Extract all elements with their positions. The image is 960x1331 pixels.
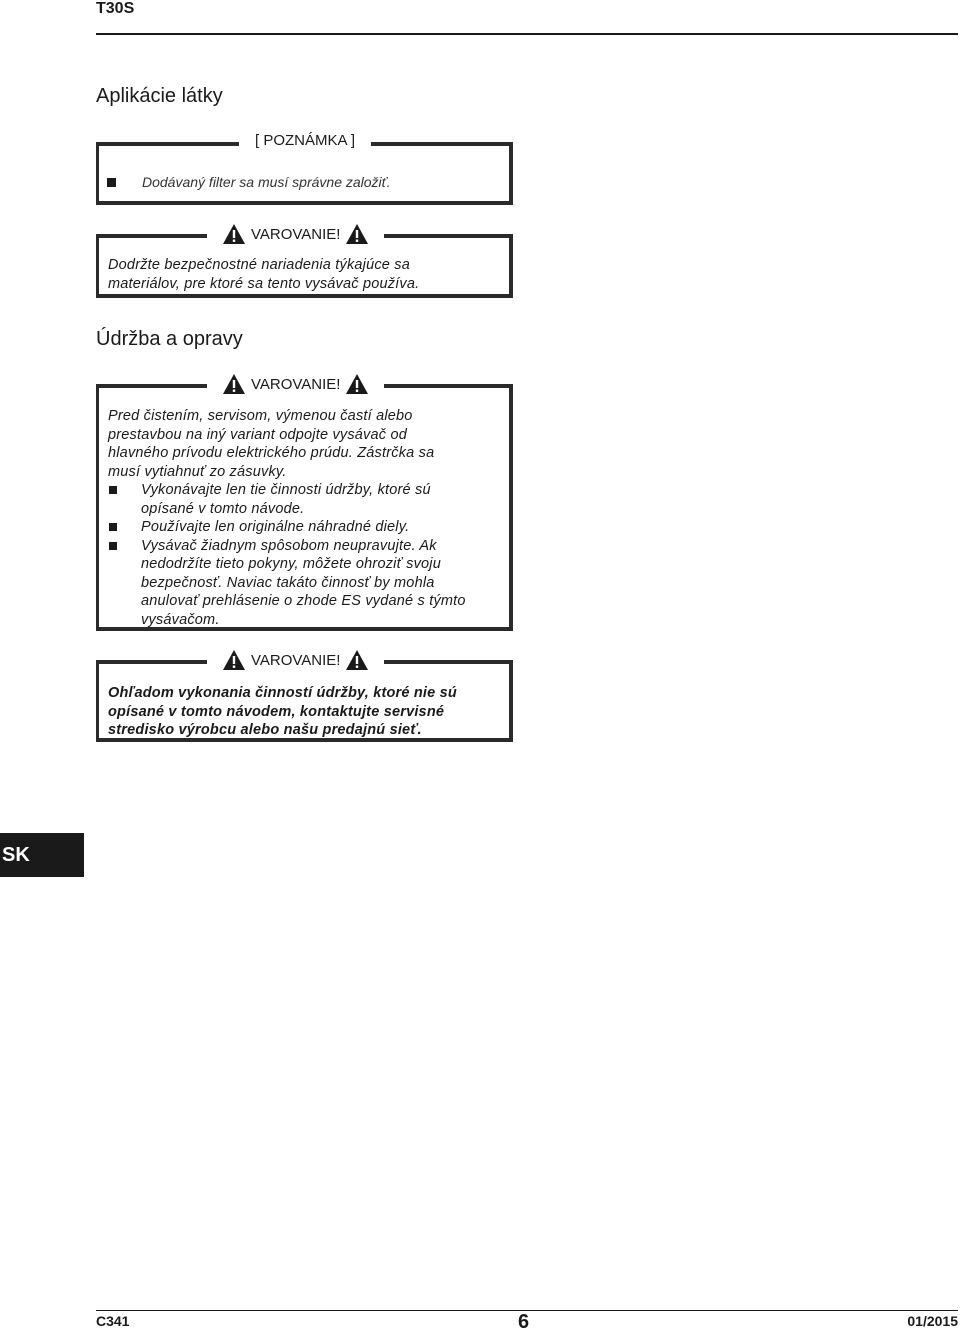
bullet-square-icon: [109, 542, 117, 550]
list-item: [108, 537, 508, 630]
warning-line: vysávačom.: [141, 611, 220, 628]
footer-document-code: C341: [96, 1313, 130, 1329]
warning-line: Vysávač žiadnym spôsobom neupravujte. Ak: [141, 537, 437, 554]
note-item-text: Dodávaný filter sa musí správne založiť.: [142, 174, 391, 190]
warning-line: hlavného prívodu elektrického prúdu. Zástrčka sa: [108, 445, 435, 461]
warning-line: nedodržíte tieto pokyny, môžete ohroziť svoju: [141, 556, 441, 572]
warning-text: [108, 256, 508, 293]
warning-triangle-icon: [346, 374, 368, 394]
warning-line: materiálov, pre ktoré sa tento vysávač používa.: [108, 275, 420, 292]
warning-label-text: VAROVANIE!: [251, 225, 341, 243]
note-label: [ POZNÁMKA ]: [239, 132, 371, 149]
warning-text: [108, 407, 508, 629]
warning-line: musí vytiahnuť zo zásuvky.: [108, 463, 287, 480]
warning-triangle-icon: [346, 650, 368, 670]
warning-box-service: [96, 651, 513, 742]
warning-label: [207, 374, 384, 394]
warning-box-maintenance: [96, 375, 513, 631]
warning-line: prestavbou na iný variant odpojte vysávač od: [108, 426, 407, 443]
warning-triangle-icon: [223, 224, 245, 244]
warning-label-text: VAROVANIE!: [251, 651, 341, 669]
section-title-maintenance: Údržba a opravy: [96, 328, 243, 350]
list-item: [108, 518, 508, 537]
warning-triangle-icon: [346, 224, 368, 244]
list-item: [108, 481, 508, 518]
warning-line: bezpečnosť. Naviac takáto činnosť by mohla: [141, 574, 435, 591]
warning-label: [207, 224, 384, 244]
warning-triangle-icon: [223, 374, 245, 394]
footer-page-number: 6: [518, 1311, 530, 1331]
warning-text: [108, 684, 508, 740]
warning-box-materials: [96, 225, 513, 298]
bullet-square-icon: [107, 178, 116, 187]
warning-list: [108, 481, 508, 629]
language-tab: SK: [0, 833, 84, 877]
note-box: [96, 132, 513, 205]
warning-label: [207, 650, 384, 670]
footer-date: 01/2015: [907, 1313, 958, 1329]
warning-line: opísané v tomto návodem, kontaktujte servisné: [108, 703, 445, 720]
note-item: [107, 174, 391, 190]
warning-line: Dodržte bezpečnostné nariadenia týkajúce sa: [108, 257, 411, 273]
warning-line: Vykonávajte len tie činnosti údržby, ktoré sú: [141, 482, 431, 498]
warning-line: opísané v tomto návode.: [141, 500, 305, 517]
warning-line: Používajte len originálne náhradné diely.: [141, 519, 410, 535]
warning-line: anulovať prehlásenie o zhode ES vydané s týmto: [141, 593, 466, 609]
header-divider: [96, 33, 958, 35]
warning-intro: [108, 407, 508, 481]
bullet-square-icon: [109, 523, 117, 531]
warning-line: stredisko výrobcu alebo našu predajnú sieť.: [108, 722, 422, 738]
warning-triangle-icon: [223, 650, 245, 670]
warning-line: Pred čistením, servisom, výmenou častí alebo: [108, 408, 413, 424]
warning-label-text: VAROVANIE!: [251, 375, 341, 393]
section-title-application: Aplikácie látky: [96, 85, 223, 107]
warning-line: Ohľadom vykonania činností údržby, ktoré nie sú: [108, 685, 457, 701]
model-name: T30S: [96, 0, 135, 17]
bullet-square-icon: [109, 486, 117, 494]
